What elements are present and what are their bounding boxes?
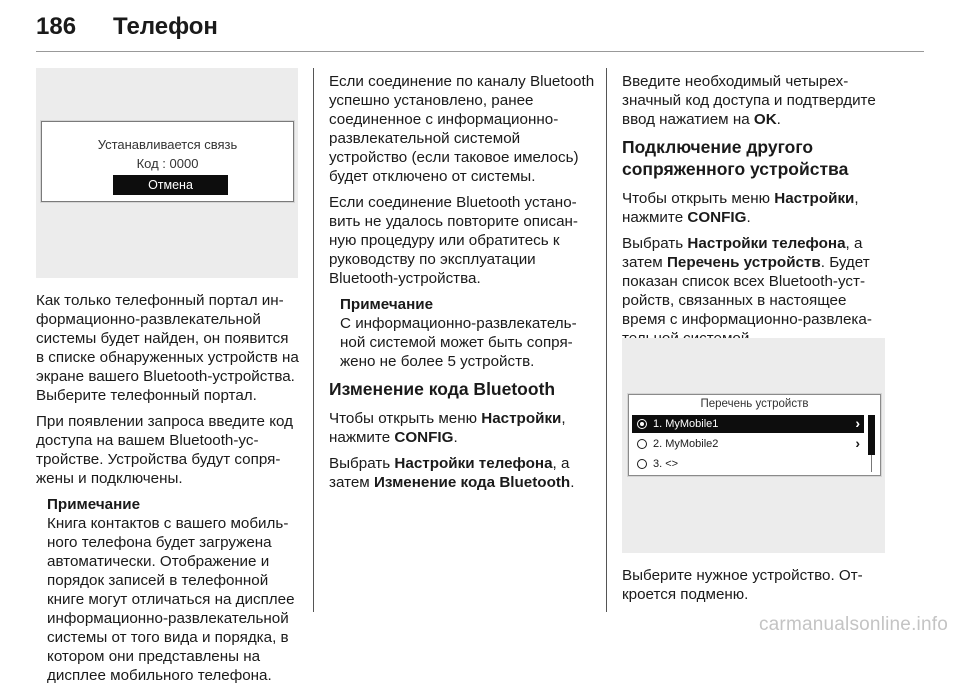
- paragraph: Выберите нужное устройство. Откроется подменю.: [622, 567, 863, 603]
- watermark: carmanualsonline.info: [758, 614, 948, 635]
- column-3-tail: [622, 566, 890, 611]
- note: [329, 295, 595, 371]
- pairing-dialog: [41, 121, 294, 202]
- scrollbar-thumb[interactable]: [868, 415, 875, 455]
- column-3: [622, 72, 890, 355]
- page-title: Телефон: [113, 13, 218, 40]
- device-list-item[interactable]: 1. MyMobile1 ›: [632, 415, 864, 433]
- section-heading: Подключение другого сопряженного устройства: [622, 137, 849, 179]
- column-divider: [313, 68, 314, 612]
- device-list-screen: [628, 394, 881, 476]
- pairing-status-text: Устанавливается связь: [97, 137, 238, 152]
- column-divider: [606, 68, 607, 612]
- radio-icon: [637, 459, 647, 469]
- device-list-item[interactable]: 3. <>: [632, 455, 864, 473]
- column-2: [329, 72, 595, 499]
- page-header: [0, 0, 960, 52]
- note-heading: Примечание: [47, 496, 141, 513]
- paragraph: Если соединение по каналу Bluetooth успешно установлено, ранее соединенное с информационно-развлекательной системой устройство (если таковое имелось) будет отключено от системы.: [329, 73, 595, 185]
- note-heading: Примечание: [340, 296, 434, 313]
- paragraph: Как только телефонный портал информационно-развлекательной системы будет найден, он появится в списке обнаруженных устройств на экране вашего Bluetooth-устройства. Выберите телефонный портал.: [36, 292, 299, 404]
- pairing-code-text: Код : 0000: [136, 156, 199, 171]
- device-list-item[interactable]: 2. MyMobile2 ›: [632, 435, 864, 453]
- paragraph: Введите необходимый четырехзначный код доступа и подтвердите ввод нажатием на OK.: [622, 73, 876, 128]
- chevron-right-icon: ›: [855, 435, 860, 451]
- radio-icon: [637, 439, 647, 449]
- scrollbar-track: [871, 455, 872, 472]
- paragraph: При появлении запроса введите код доступа на вашем Bluetooth-устройстве. Устройства будут сопряжены и подключены.: [36, 413, 294, 487]
- paragraph: Выбрать Настройки телефона, а затем Перечень устройств. Будет показан список всех Bluetooth-устройств, связанных в настоящее время с информационно-развлека: [622, 235, 872, 328]
- note: [36, 495, 300, 685]
- chevron-right-icon: ›: [855, 415, 860, 431]
- paragraph: Чтобы открыть меню Настройки, нажмите CONFIG.: [329, 410, 566, 446]
- note-body: Книга контактов с вашего мобильного телефона будет загружена автоматически. Отображение и порядок записей в телефонной книге могут отличаться на дисплее информационно-развлекательной системы от того вида и порядка, в котором они представлены на дисплее мобильного телефона.: [47, 515, 295, 684]
- cancel-button[interactable]: Отмена: [113, 175, 228, 195]
- figure-pairing-screen: [36, 68, 298, 278]
- paragraph: Чтобы открыть меню Настройки, нажмите CONFIG.: [622, 190, 859, 226]
- header-rule: [36, 51, 924, 52]
- column-1: [36, 291, 300, 692]
- paragraph: Если соединение Bluetooth установить не удалось повторите описанную процедуру или обратитесь к руководству по эксплуатации Bluetooth-устройства.: [329, 194, 578, 287]
- device-list-title: Перечень устройств: [700, 398, 809, 410]
- figure-device-list: [622, 338, 885, 553]
- section-heading: Изменение кода Bluetooth: [329, 379, 556, 399]
- paragraph: Выбрать Настройки телефона, а затем Изменение кода Bluetooth.: [329, 455, 575, 491]
- page-number: 186: [36, 13, 77, 40]
- radio-selected-icon: [637, 419, 647, 429]
- note-body: С информационно-развлекательной системой может быть сопряжено не более 5 устройств.: [340, 315, 577, 370]
